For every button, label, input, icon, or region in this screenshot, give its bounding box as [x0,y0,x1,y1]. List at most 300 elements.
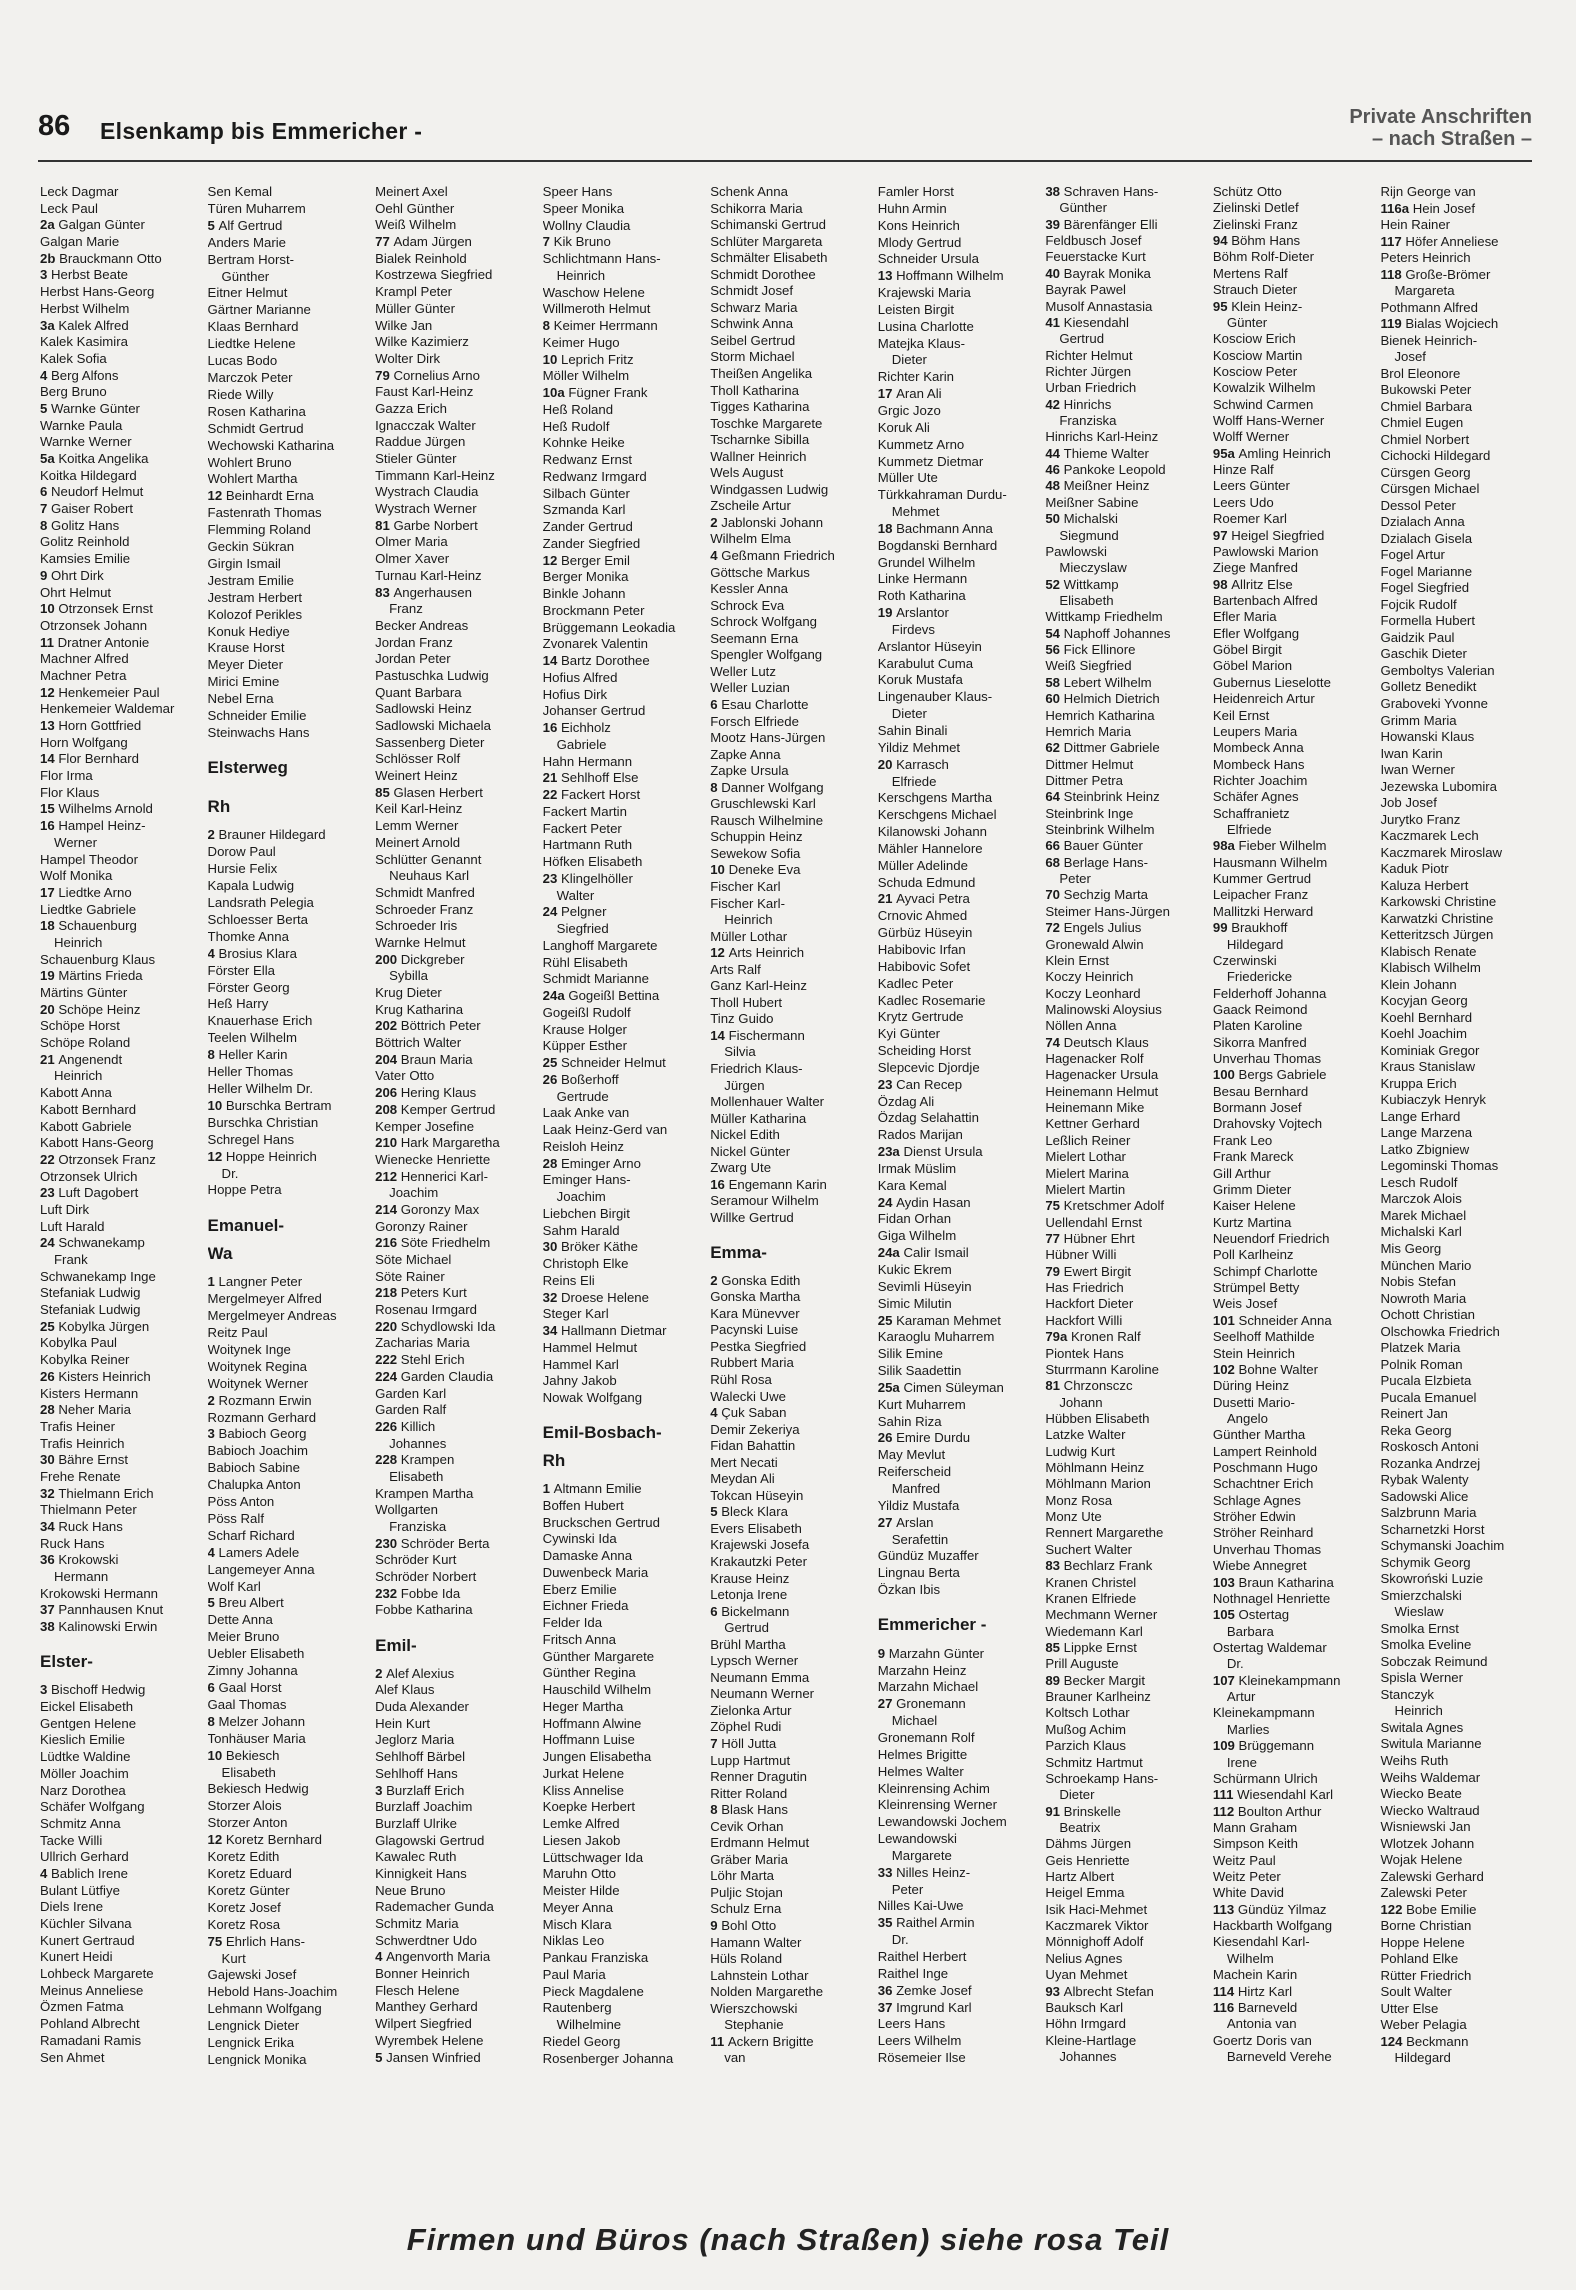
resident-entry: 224 Garden Claudia [375,1368,494,1384]
resident-entry: Hagenacker Rolf [1045,1051,1144,1067]
house-number: 220 [375,1318,401,1334]
resident-entry: 30 Bröker Käthe [542,1239,638,1255]
resident-entry: 5a Koitka Angelika [40,451,149,466]
resident-entry: Kranen Elfriede [1045,1590,1137,1606]
resident-entry: Hinrichs Karl-Heinz [1045,429,1159,445]
directory-column-8 [1213,184,1369,2066]
house-number: 112 [1212,1803,1238,1819]
resident-entry: Stanczyk [1380,1686,1434,1702]
house-number: 7 [542,234,554,250]
resident-entry: Lesch Rudolf [1380,1174,1458,1190]
resident-entry: Berger Monika [542,569,629,585]
house-number: 2 [207,827,219,843]
house-number: 11 [40,634,58,650]
resident-entry: 10 Leprich Fritz [542,351,634,367]
resident-entry: 3 Babioch Georg [207,1426,307,1442]
resident-entry: Schikorra Maria [710,200,803,216]
resident-entry: Lahnstein Lothar [710,1967,809,1983]
resident-entry: Meyer Dieter [207,657,284,673]
resident-entry: Fackert Martin [542,803,627,819]
resident-entry: Otrzonsek Ulrich [40,1168,138,1184]
house-number: 11 [710,2033,728,2049]
spacer [878,1637,1034,1646]
house-number: 77 [375,234,394,250]
house-number: 109 [1212,1738,1239,1754]
resident-entry: 97 Heigel Siegfried [1212,527,1325,543]
resident-entry: 20 Schöpe Heinz [40,1001,141,1017]
resident-entry: Mirici Emine [207,674,280,690]
resident-entry: Boffen Hubert [542,1497,624,1513]
resident-entry: Gürbüz Hüseyin [877,925,973,941]
resident-entry: Giga Wilhelm [877,1228,957,1244]
resident-entry: Forsch Elfriede [710,713,799,729]
resident-entry: Matejka Klaus- [877,335,965,351]
resident-entry: Demir Zekeriya [710,1421,800,1437]
resident-entry: Weinert Heinz [375,768,458,784]
resident-entry: Marczok Alois [1380,1191,1462,1207]
resident-entry: 38 Kalinowski Erwin [40,1619,158,1635]
resident-entry: Zander Gertrud [542,519,633,534]
resident-entry: Leers Udo [1212,494,1274,510]
resident-entry: Wilpert Siegfried [375,2016,472,2032]
resident-entry: Mielert Martin [1045,1181,1126,1197]
resident-entry: Crnovic Ahmed [877,908,968,924]
resident-entry: Friedrich Klaus- [710,1060,803,1076]
resident-entry: Kocyjan Georg [1380,993,1468,1009]
entry-continuation: Günther [1059,200,1107,216]
resident-entry: Schlütter Genannt [375,851,482,867]
entry-continuation: Elisabeth [221,1764,276,1780]
resident-entry: Warnke Helmut [375,934,466,950]
resident-entry: Pöss Anton [207,1494,275,1510]
section-title [1349,106,1532,150]
resident-entry: Gonska Martha [710,1289,801,1305]
resident-entry: Meier Bruno [207,1629,280,1645]
resident-entry: Fojcik Rudolf [1380,596,1457,612]
resident-entry: Sehlhoff Hans [375,1765,458,1781]
resident-entry: Eitner Helmut [207,285,288,301]
house-number: 8 [207,1713,219,1729]
resident-entry: Klein Ernst [1045,952,1110,968]
resident-entry: Kamsies Emilie [40,551,131,567]
resident-entry: Schaffranietz [1212,805,1290,821]
resident-entry: Feuerstacke Kurt [1045,249,1146,265]
resident-entry: Chmiel Eugen [1380,415,1464,431]
resident-entry: Leisten Birgit [877,301,954,317]
resident-entry: Wiedemann Karl [1045,1623,1143,1639]
resident-entry: 75 Kretschmer Adolf [1045,1198,1165,1214]
resident-entry: Switula Marianne [1380,1736,1482,1752]
house-number: 8 [40,517,51,533]
entry-continuation: Kurt [221,1950,246,1966]
resident-entry: 89 Becker Margit [1045,1672,1146,1688]
resident-entry: Mielert Lothar [1045,1149,1126,1165]
resident-entry: Horn Wolfgang [40,734,128,750]
house-number: 119 [1380,316,1406,332]
resident-entry: Kraus Stanislaw [1380,1059,1475,1075]
house-number: 230 [375,1535,401,1551]
resident-entry: Golitz Reinhold [40,534,130,550]
resident-entry: Mergelmeyer Andreas [207,1308,337,1324]
resident-entry: Reiferscheid [877,1464,952,1480]
resident-entry: Kleinrensing Achim [877,1780,990,1796]
resident-entry: Job Josef [1380,795,1437,811]
resident-entry: Quant Barbara [375,684,462,700]
house-number: 122 [1380,1901,1407,1917]
resident-entry: 33 Nilles Heinz- [877,1864,971,1880]
resident-entry: Türkkahraman Durdu- [877,487,1007,503]
resident-entry: 10a Fügner Frank [542,385,648,400]
resident-entry: Jordan Peter [375,651,451,667]
resident-entry: Weitz Paul [1212,1852,1276,1868]
resident-entry: Warnke Paula [40,417,123,433]
resident-entry: 79 Ewert Birgit [1045,1263,1132,1279]
house-number: 2 [207,1392,219,1408]
resident-entry: Mootz Hans-Jürgen [710,730,826,746]
resident-entry: 2 Jablonski Johann [710,514,824,530]
resident-entry: Pastuschka Ludwig [375,667,489,683]
entry-continuation: Josef [1394,349,1426,365]
resident-entry: 21 Ayvaci Petra [877,891,970,907]
resident-entry: Waschow Helene [542,284,645,300]
resident-entry: 26 Boßerhoff [542,1071,619,1087]
resident-entry: 18 Bachmann Anna [877,520,993,536]
spacer [375,1619,531,1627]
resident-entry: Grgic Jozo [877,402,941,418]
resident-entry: Richter Helmut [1045,347,1133,363]
resident-entry: Helmes Walter [877,1763,964,1779]
resident-entry: Burschka Christian [207,1114,319,1130]
resident-entry: Linke Hermann [877,571,968,587]
house-number: 99 [1212,920,1232,936]
resident-entry: Has Friedrich [1045,1280,1124,1296]
house-number: 18 [877,520,897,536]
resident-entry: Lohbeck Margarete [40,1966,154,1982]
resident-entry: Karaoglu Muharrem [877,1329,995,1345]
resident-entry: Spisla Werner [1380,1670,1464,1686]
house-number: 25 [40,1318,59,1334]
resident-entry: Fogel Artur [1380,547,1445,563]
entry-continuation: Barneveld Verehe [1226,2048,1332,2064]
resident-entry: 70 Sechzig Marta [1045,887,1148,903]
resident-entry: Kyi Günter [877,1026,941,1042]
resident-entry: Gajewski Josef [207,1967,297,1983]
house-number: 3a [40,317,59,333]
resident-entry: Pacynski Luise [710,1322,799,1338]
house-number: 2 [710,1272,722,1288]
resident-entry: 4 Brosius Klara [207,945,297,961]
resident-entry: Ganz Karl-Heinz [710,978,807,994]
house-number: 70 [1045,887,1064,903]
resident-entry: Hauschild Wilhelm [542,1682,652,1698]
resident-entry: Kummetz Arno [877,436,965,452]
house-number: 27 [877,1696,897,1712]
resident-entry: Skowroński Luzie [1380,1571,1484,1587]
resident-entry: Sahin Riza [877,1413,942,1429]
resident-entry: 2 Rozmann Erwin [207,1392,312,1408]
resident-entry: 25 Karaman Mehmet [877,1312,1001,1328]
resident-entry: Monz Ute [1045,1509,1102,1525]
resident-entry: Krampl Peter [375,284,453,300]
resident-entry: Özdag Selahattin [877,1110,979,1126]
resident-entry: Wystrach Werner [375,501,477,517]
entry-continuation: Siegfried [556,921,609,936]
resident-entry: Göbel Birgit [1212,642,1282,658]
resident-entry: Flor Klaus [40,784,100,800]
resident-entry: 37 Pannhausen Knut [40,1602,164,1618]
resident-entry: Liedtke Helene [207,336,296,352]
resident-entry: Schäfer Agnes [1212,789,1299,805]
house-number: 7 [710,1736,722,1752]
resident-entry: Wolf Monika [40,868,113,884]
resident-entry: Pankau Franziska [542,1950,649,1966]
resident-entry: Redwanz Ernst [542,452,633,467]
resident-entry: Schmitz Anna [40,1815,121,1831]
resident-entry: Suchert Walter [1045,1541,1133,1557]
resident-entry: Thielmann Peter [40,1502,137,1518]
resident-entry: Meinert Arnold [375,834,461,850]
resident-entry: 95 Klein Heinz- [1212,298,1303,314]
resident-entry: Helmes Brigitte [877,1746,968,1762]
resident-entry: 2 Alef Alexius [375,1665,455,1681]
resident-entry: Redwanz Irmgard [542,468,647,484]
resident-entry: Hoffmann Alwine [542,1715,642,1731]
resident-entry: Puljic Stojan [710,1884,783,1900]
resident-entry: 5 Jansen Winfried [375,2049,481,2065]
entry-continuation: Silvia [724,1044,756,1060]
resident-entry: Meister Hilde [542,1883,620,1899]
resident-entry: 24 Aydin Hasan [877,1194,971,1210]
resident-entry: 3a Kalek Alfred [40,317,129,333]
resident-entry: 119 Bialas Wojciech [1380,316,1499,332]
house-number: 19 [877,605,897,621]
directory-column-5 [710,184,866,2066]
house-number: 30 [40,1452,59,1468]
entry-continuation: Dr. [221,1165,239,1181]
resident-entry: Wallner Heinrich [710,448,807,464]
house-number: 23a [877,1144,904,1160]
resident-entry: Sahin Binali [877,723,948,738]
resident-entry: 13 Horn Gottfried [40,718,142,733]
resident-entry: Wohlert Martha [207,471,298,487]
resident-entry: Tigges Katharina [710,399,810,415]
resident-entry: 12 Koretz Bernhard [207,1832,322,1848]
resident-entry: Müller Katharina [710,1110,807,1126]
resident-entry: 202 Böttrich Peter [375,1018,481,1034]
resident-entry: Narz Dorothea [40,1782,126,1798]
resident-entry: Löhr Marta [710,1868,774,1884]
resident-entry: Strümpel Betty [1212,1280,1300,1296]
resident-entry: Koretz Rosa [207,1916,281,1932]
resident-entry: Hahn Hermann [542,753,633,769]
resident-entry: 23 Luft Dagobert [40,1185,139,1201]
resident-entry: 9 Bohl Otto [710,1918,777,1934]
resident-entry: Heinemann Helmut [1045,1083,1159,1099]
house-number: 79a [1045,1329,1071,1345]
resident-entry: Schenk Anna [710,184,788,199]
resident-entry: Stefaniak Ludwig [40,1302,141,1318]
resident-entry: Wollgarten [375,1502,438,1518]
resident-entry: Mähler Hannelore [877,840,983,856]
resident-entry: Schöpe Roland [40,1035,131,1051]
resident-entry: 41 Kiesendahl [1045,314,1129,330]
resident-entry: Jestram Emilie [207,572,295,588]
resident-entry: Küpper Esther [542,1038,627,1054]
house-number: 10 [710,862,729,878]
resident-entry: Hartmann Ruth [542,837,633,853]
resident-entry: Isik Haci-Mehmet [1045,1901,1148,1917]
resident-entry: Heger Martha [542,1698,624,1714]
house-number: 85 [1045,1639,1064,1655]
resident-entry: 2a Galgan Günter [40,217,145,233]
resident-entry: Uebler Elisabeth [207,1646,305,1662]
resident-entry: Pucala Elzbieta [1380,1373,1472,1389]
resident-entry: Zapke Anna [710,746,781,762]
resident-entry: Kukic Ekrem [877,1262,952,1277]
house-number: 12 [542,552,561,568]
resident-entry: Rubbert Maria [710,1355,794,1371]
resident-entry: Pestka Siegfried [710,1338,807,1354]
resident-entry: Tonhäuser Maria [207,1730,306,1746]
resident-entry: 111 Wiesendahl Karl [1212,1787,1334,1803]
resident-entry: Schauenburg Klaus [40,951,156,967]
resident-entry: Wilhelm Elma [710,531,791,547]
resident-entry: Möhlmann Marion [1045,1476,1151,1492]
resident-entry: Rösemeier Ilse [877,2050,966,2066]
page-header [38,100,1532,162]
resident-entry: Seibel Gertrud [710,332,796,348]
resident-entry: Irmak Müslim [877,1160,957,1176]
house-number: 10 [207,1747,226,1763]
resident-entry: 46 Pankoke Leopold [1045,462,1166,478]
resident-entry: Rados Marijan [877,1127,963,1143]
resident-entry: 52 Wittkamp [1045,576,1119,592]
resident-entry: Theißen Angelika [710,366,813,382]
house-number: 204 [375,1051,401,1067]
entry-continuation: Firdevs [891,621,935,637]
resident-entry: Wyrembek Helene [375,2032,484,2048]
resident-entry: Rosenberger Johanna [542,2050,674,2066]
house-number: 23 [542,870,561,886]
resident-entry: 85 Lippke Ernst [1045,1639,1137,1655]
house-number: 23 [40,1185,59,1201]
entry-continuation: Frank [54,1252,88,1267]
resident-entry: Brol Eleonore [1380,365,1461,381]
house-number: 68 [1045,854,1064,870]
resident-entry: Machein Karin [1212,1967,1298,1983]
resident-entry: Mergelmeyer Alfred [207,1291,322,1307]
resident-entry: Krampen Martha [375,1485,474,1501]
entry-continuation: Serafettin [891,1531,949,1547]
resident-entry: 12 Arts Heinrich [710,945,805,961]
resident-entry: Woitynek Regina [207,1358,307,1374]
spacer [208,780,364,789]
resident-entry: Strauch Dieter [1212,282,1298,298]
resident-entry: Heidenreich Artur [1212,691,1315,707]
resident-entry: Lucas Bodo [207,353,278,369]
resident-entry: 18 Schauenburg [40,918,137,934]
resident-entry: Heß Roland [542,401,614,417]
resident-entry: Golletz Benedikt [1380,679,1477,695]
resident-entry: Schwanekamp Inge [40,1268,156,1284]
resident-entry: Evers Elisabeth [710,1520,802,1536]
house-number: 27 [877,1514,897,1530]
directory-column-1 [40,184,196,2066]
entry-continuation: Mehmet [891,504,940,520]
resident-entry: Spengler Wolfgang [710,647,823,663]
resident-entry: Kurt Muharrem [877,1396,966,1412]
resident-entry: 10 Otrzonsek Ernst [40,601,153,617]
resident-entry: Günther Regina [542,1665,636,1681]
entry-continuation: Neuhaus Karl [389,868,470,884]
resident-entry: Kostrzewa Siegfried [375,267,493,283]
resident-entry: Alef Klaus [375,1682,435,1698]
resident-entry: Schrock Eva [710,597,785,613]
house-number: 97 [1212,527,1232,543]
resident-entry: 83 Angerhausen [375,584,472,600]
entry-continuation: Marlies [1226,1721,1270,1737]
resident-entry: Cichocki Hildegard [1380,448,1491,464]
resident-entry: Soult Walter [1380,1984,1452,2000]
resident-entry: Jurytko Franz [1380,811,1461,827]
resident-entry: Windgassen Ludwig [710,481,829,497]
resident-entry: Kowalzik Wilhelm [1212,380,1316,396]
resident-entry: Lemm Werner [375,818,459,834]
resident-entry: 26 Kisters Heinrich [40,1368,151,1384]
resident-entry: Kerschgens Michael [877,807,997,823]
entry-continuation: Jürgen [724,1077,765,1093]
entry-continuation: Manfred [891,1480,941,1496]
resident-entry: Förster Georg [207,979,290,995]
resident-entry: Kieslich Emilie [40,1732,126,1748]
resident-entry: Storzer Alois [207,1798,282,1814]
house-number: 216 [375,1235,401,1251]
resident-entry: Heller Thomas [207,1064,294,1080]
resident-entry: Kalek Kasimira [40,334,128,350]
resident-entry: Türen Muharrem [207,200,306,216]
resident-entry: 100 Bergs Gabriele [1212,1067,1327,1083]
resident-entry: Formella Hubert [1380,613,1475,629]
resident-entry: Smierzchalski [1380,1587,1462,1603]
entry-continuation: Gertrud [724,1620,769,1636]
street-heading: Emma- [710,1242,767,1262]
resident-entry: Gazza Erich [375,400,447,416]
resident-entry: Hoppe Petra [207,1182,282,1198]
house-number: 2 [710,514,722,530]
resident-entry: Brüggemann Leokadia [542,619,676,635]
house-number: 13 [40,718,59,733]
resident-entry: Lüdtke Waldine [40,1749,131,1765]
resident-entry: Poschmann Hugo [1212,1460,1318,1476]
house-number: 17 [877,386,897,402]
resident-entry: Heigel Emma [1045,1885,1125,1901]
resident-entry: Söte Rainer [375,1268,445,1284]
resident-entry: Meydan Ali [710,1471,775,1487]
resident-entry: Schmidt Josef [710,283,794,299]
resident-entry: Sadowski Alice [1380,1488,1469,1504]
house-number: 6 [710,1603,722,1619]
resident-entry: Kabott Hans-Georg [40,1135,154,1151]
resident-entry: Fackert Peter [542,820,622,836]
resident-entry: Eminger Hans- [542,1172,631,1188]
resident-entry: 24 Schwanekamp [40,1235,145,1251]
resident-entry: Hagenacker Ursula [1045,1067,1159,1083]
resident-entry: Urban Friedrich [1045,380,1137,396]
house-number: 95a [1212,445,1239,461]
resident-entry: Schrock Wolfgang [710,614,817,630]
resident-entry: Reka Georg [1380,1422,1452,1438]
resident-entry: Schwink Anna [710,316,794,332]
